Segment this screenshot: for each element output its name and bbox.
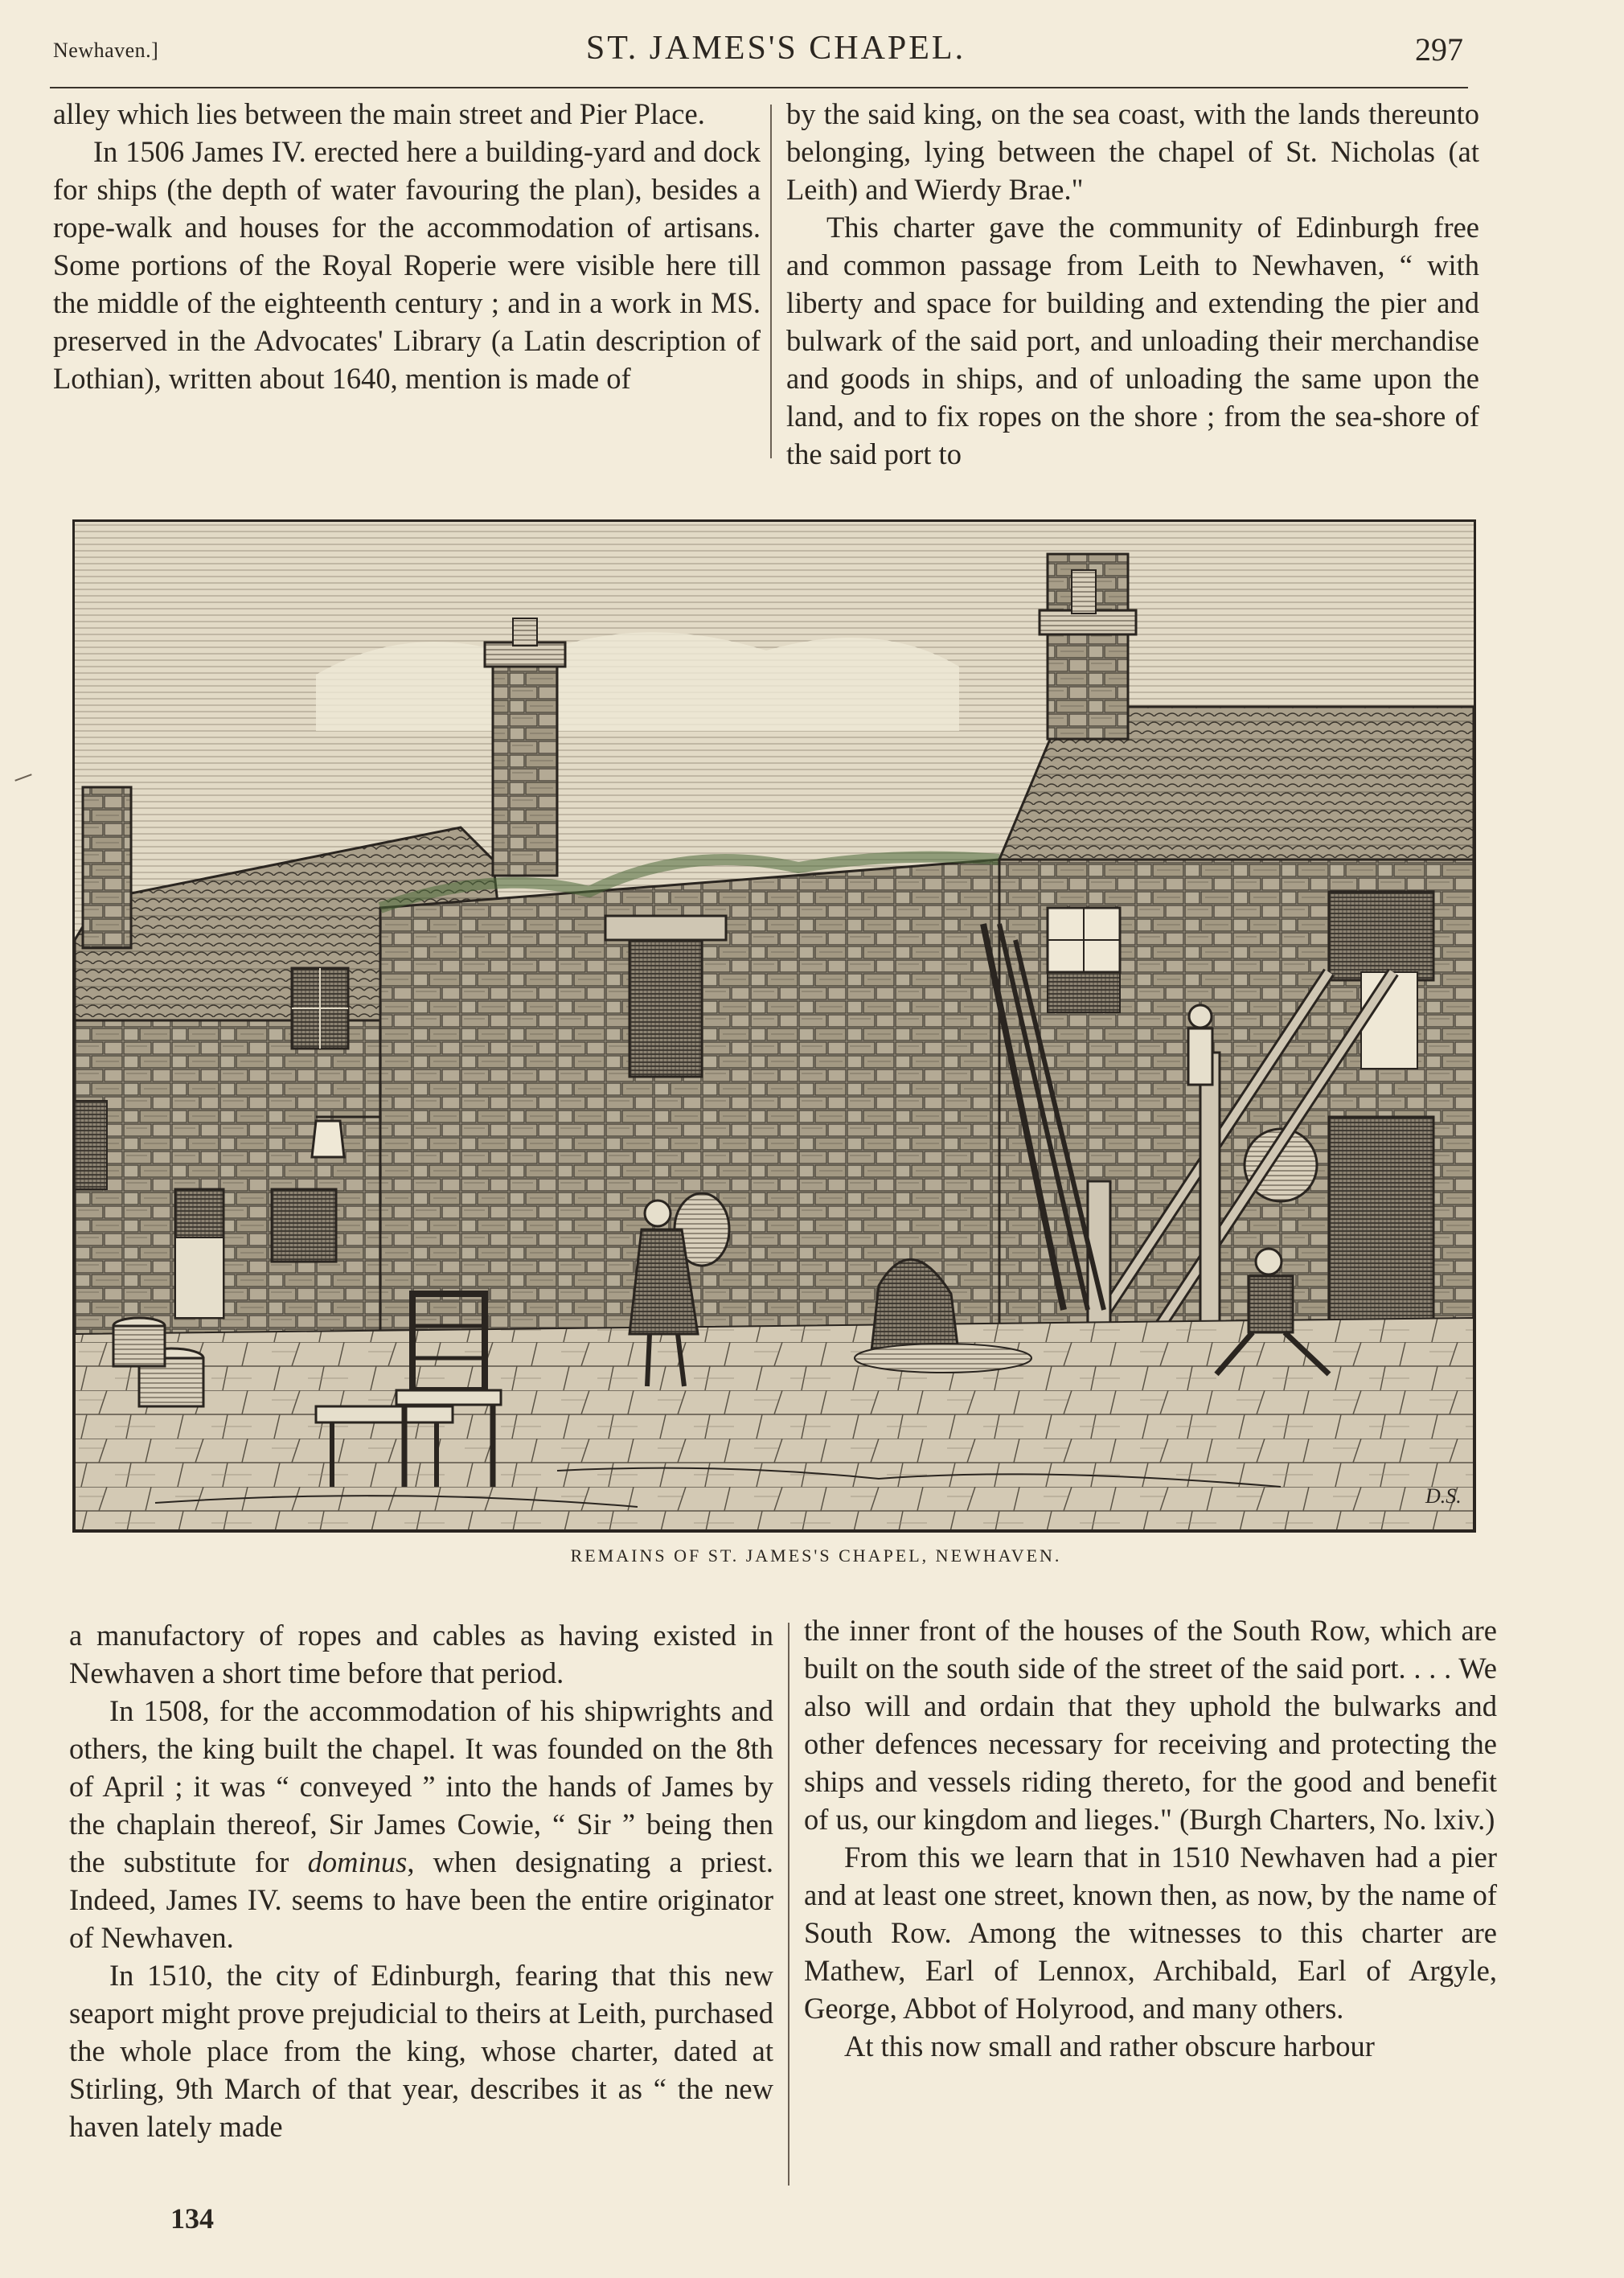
top-left-column <box>53 95 761 397</box>
paragraph: the inner front of the houses of the South Row, which are built on the south side of the street of the said port. . . . We also will and ordain that they uphold the bulwarks and other defences necessary for receiving and protecting the ships and vessels riding thereto, for the good and benefit of us, our kingdom and lieges." (Burgh Charters, No. lxiv.) <box>804 1614 1497 1836</box>
signature-folio: 134 <box>170 2202 214 2235</box>
paragraph: This charter gave the community of Edinburgh free and common passage from Leith to Newhaven, “ with liberty and space for building and extending the pier and bulwark of the said port, and unloading their merchandise and goods in ships, and of unloading the same upon the land, and to fix ropes on the shore ; from the sea-shore of the said port to <box>786 211 1479 470</box>
text-run: In 1508, for the accommodation of his shipwrights and others, the king built the chapel. It was founded on the 8th of April ; it was “ conveyed ” into the hands of James by the chaplain thereof, Sir James Cowie, “ Sir ” being then the substitute for <box>69 1694 773 1878</box>
paragraph: by the said king, on the sea coast, with the lands thereunto belonging, lying between the chapel of St. Nicholas (at Leith) and Wierdy Brae." <box>786 97 1479 206</box>
margin-mark <box>14 774 31 781</box>
header-rule <box>50 87 1468 88</box>
paragraph <box>69 1692 773 1956</box>
column-divider <box>770 105 772 458</box>
paragraph: alley which lies between the main street and Pier Place. <box>53 97 705 130</box>
bottom-right-column <box>804 1611 1497 2065</box>
paragraph: At this now small and rather obscure harbour <box>844 2030 1375 2063</box>
bottom-left-column <box>69 1616 773 2145</box>
running-header <box>0 29 1624 77</box>
paragraph: a manufactory of ropes and cables as having existed in Newhaven a short time before that period. <box>69 1619 773 1689</box>
paragraph: From this we learn that in 1510 Newhaven had a pier and at least one street, known then, as now, by the name of South Row. Among the witnesses to this charter are Mathew, Earl of Lennox, Archibald, Earl of Argyle, George, Abbot of Holyrood, and many others. <box>804 1841 1497 2025</box>
italic-term: dominus <box>307 1845 408 1878</box>
column-divider <box>788 1623 789 2186</box>
figure-caption: REMAINS OF ST. JAMES'S CHAPEL, NEWHAVEN. <box>570 1545 1062 1566</box>
engraving-illustration <box>72 519 1476 1533</box>
text-run: , when designating a priest. Indeed, James IV. seems to have been the entire originator of Newhaven. <box>69 1845 773 1954</box>
header-section-label: Newhaven.] <box>53 39 159 62</box>
top-right-column <box>786 95 1479 473</box>
header-title: ST. JAMES'S CHAPEL. <box>585 30 966 67</box>
engraving-drawing <box>75 522 1474 1530</box>
paragraph: In 1510, the city of Edinburgh, fearing that this new seaport might prove prejudicial to theirs at Leith, purchased the whole place from the king, whose charter, dated at Stirling, 9th March of that year, describes it as “ the new haven lately made <box>69 1959 773 2143</box>
engraver-signature: D.S. <box>1425 1484 1462 1508</box>
paragraph: In 1506 James IV. erected here a building-yard and dock for ships (the depth of water favouring the plan), besides a rope-walk and houses for the accommodation of artisans. Some portions of the Royal Roperie were visible here till the middle of the eighteenth century ; and in a work in MS. preserved in the Advocates' Library (a Latin description of Lothian), written about 1640, mention is made of <box>53 135 761 395</box>
page-number: 297 <box>1415 31 1463 68</box>
